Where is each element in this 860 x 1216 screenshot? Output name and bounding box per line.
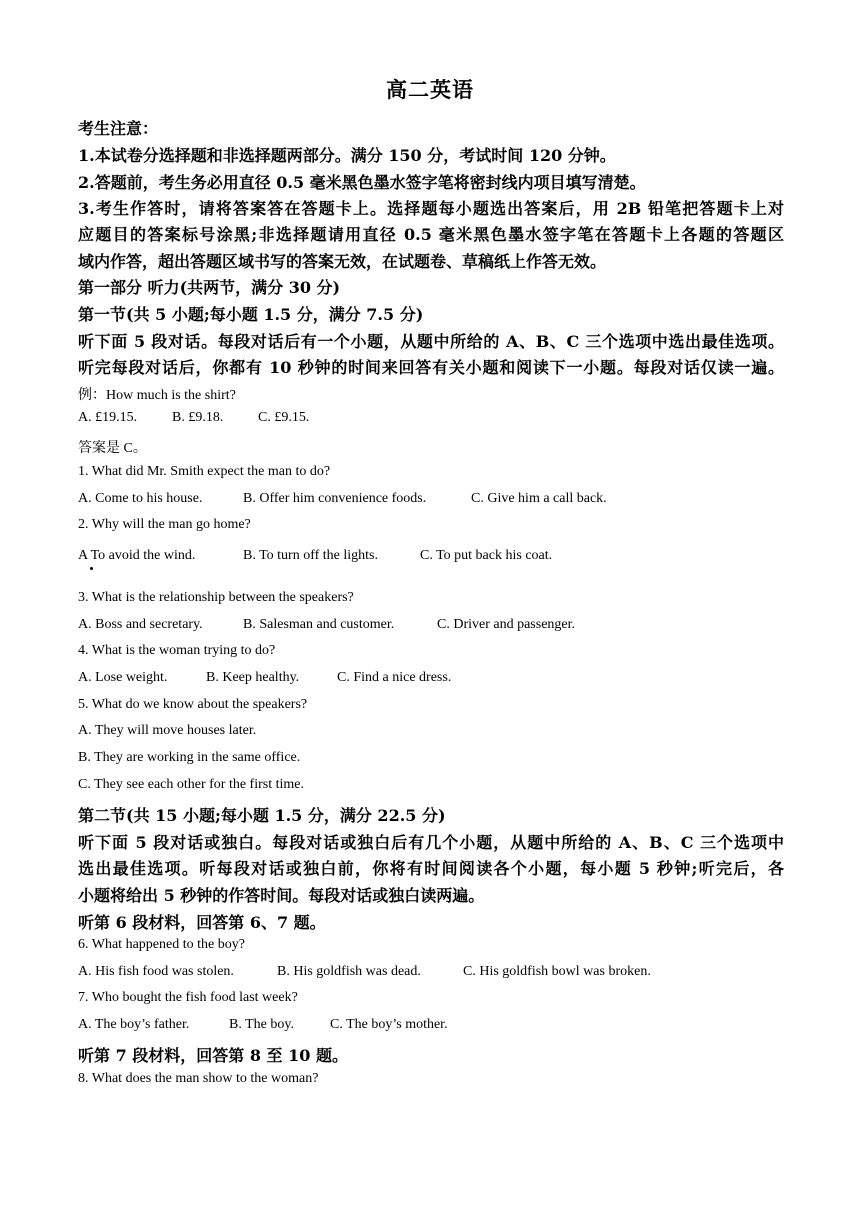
notice-line-2: 2.答题前，考生务必用直径 0.5 毫米黑色墨水签字笔将密封线内项目填写清楚。 [78, 173, 646, 192]
material-6-heading: 听第 6 段材料，回答第 6、7 题。 [78, 913, 326, 932]
part1-heading: 第一部分 听力(共两节，满分 30 分) [78, 278, 341, 297]
q5-option-a: A. They will move houses later. [78, 723, 257, 738]
material-7-heading: 听第 7 段材料，回答第 8 至 10 题。 [78, 1046, 348, 1065]
q2-option-b: B. To turn off the lights. [243, 548, 379, 563]
question-7-options [78, 1017, 448, 1033]
section1-instructions-2: 听完每段对话后，你都有 10 秒钟的时间来回答有关小题和阅读下一小题。每段对话仅读一遍。 [78, 358, 784, 377]
question-6: 6. What happened to the boy? [78, 937, 245, 952]
section2-instructions-2: 选出最佳选项。听每段对话或独白前，你将有时间阅读各个小题，每小题 5 秒钟;听完后，各 [78, 859, 784, 878]
q7-option-c: C. The boy’s mother. [330, 1017, 448, 1032]
q5-option-b: B. They are working in the same office. [78, 750, 301, 765]
question-7: 7. Who bought the fish food last week? [78, 990, 298, 1005]
q4-option-a: A. Lose weight. [78, 670, 168, 685]
page-title: 高二英语 [386, 77, 474, 102]
section1-heading: 第一节(共 5 小题;每小题 1.5 分，满分 7.5 分) [78, 305, 424, 324]
q3-option-a: A. Boss and secretary. [78, 617, 203, 632]
q1-option-c: C. Give him a call back. [471, 491, 607, 506]
q6-option-b: B. His goldfish was dead. [277, 964, 421, 979]
section2-heading: 第二节(共 15 小题;每小题 1.5 分，满分 22.5 分) [78, 806, 446, 825]
q5-option-c: C. They see each other for the first time. [78, 777, 304, 792]
q6-option-a: A. His fish food was stolen. [78, 964, 234, 979]
q1-option-a: A. Come to his house. [78, 491, 203, 506]
q6-option-c: C. His goldfish bowl was broken. [463, 964, 651, 979]
example-option-a: A. £19.15. [78, 410, 138, 425]
question-6-options [78, 964, 651, 980]
q7-option-b: B. The boy. [229, 1017, 294, 1032]
q7-option-a: A. The boy’s father. [78, 1017, 190, 1032]
example-options [78, 410, 309, 426]
question-1-options [78, 491, 607, 507]
question-3-options [78, 617, 575, 633]
example-option-b: B. £9.18. [172, 410, 224, 425]
notice-line-4: 应题目的答案标号涂黑;非选择题请用直径 0.5 毫米黑色墨水签字笔在答题卡上各题的答题区 [78, 225, 784, 244]
q4-option-b: B. Keep healthy. [206, 670, 300, 685]
notice-heading: 考生注意： [78, 119, 159, 138]
section1-instructions-1: 听下面 5 段对话。每段对话后有一个小题，从题中所给的 A、B、C 三个选项中选出最佳选项。 [78, 332, 784, 351]
question-1: 1. What did Mr. Smith expect the man to do? [78, 464, 331, 479]
question-8: 8. What does the man show to the woman? [78, 1071, 319, 1086]
notice-line-5: 域内作答，超出答题区域书写的答案无效，在试题卷、草稿纸上作答无效。 [78, 252, 607, 271]
section2-instructions-3: 小题将给出 5 秒钟的作答时间。每段对话或独白读两遍。 [78, 886, 485, 905]
question-4: 4. What is the woman trying to do? [78, 643, 276, 658]
question-5: 5. What do we know about the speakers? [78, 697, 308, 712]
question-4-options [78, 670, 451, 686]
question-2-options [78, 548, 552, 564]
notice-line-1: 1.本试卷分选择题和非选择题两部分。满分 150 分，考试时间 120 分钟。 [78, 146, 616, 165]
q2-option-c: C. To put back his coat. [420, 548, 553, 563]
q2-option-a: A To avoid the wind. [78, 548, 196, 563]
example-answer: 答案是 C。 [78, 441, 147, 456]
notice-line-3: 3.考生作答时，请将答案答在答题卡上。选择题每小题选出答案后，用 2B 铅笔把答题卡上对 [78, 199, 784, 218]
q1-option-b: B. Offer him convenience foods. [243, 491, 427, 506]
example-option-c: C. £9.15. [258, 410, 310, 425]
section2-instructions-1: 听下面 5 段对话或独白。每段对话或独白后有几个小题，从题中所给的 A、B、C 三个选项中 [78, 833, 784, 852]
example-question: 例：How much is the shirt? [78, 388, 236, 403]
q4-option-c: C. Find a nice dress. [337, 670, 452, 685]
q3-option-c: C. Driver and passenger. [437, 617, 576, 632]
stray-dot [90, 567, 93, 570]
question-2: 2. Why will the man go home? [78, 517, 251, 532]
question-3: 3. What is the relationship between the speakers? [78, 590, 354, 605]
q3-option-b: B. Salesman and customer. [243, 617, 395, 632]
